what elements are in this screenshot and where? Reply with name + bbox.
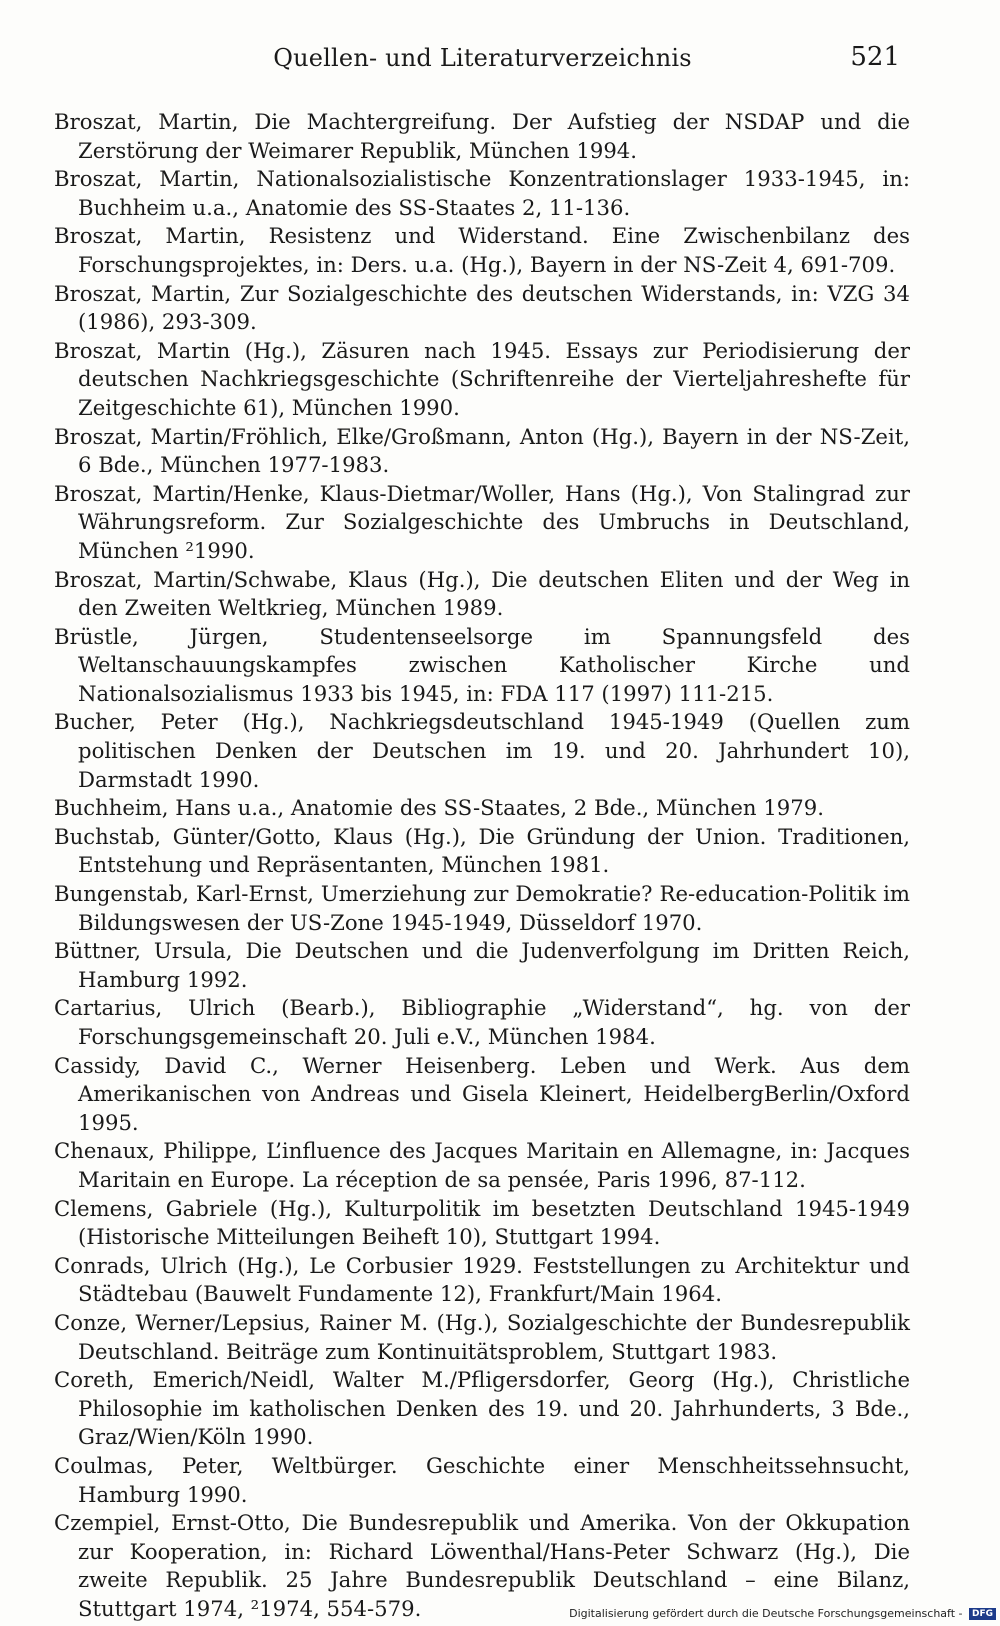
- bibliography-list: [54, 108, 910, 1623]
- bibliography-entry: Broszat, Martin, Zur Sozialgeschichte des deutschen Widerstands, in: VZG 34 (1986), 293-309.: [54, 280, 910, 335]
- bibliography-entry: Coulmas, Peter, Weltbürger. Geschichte einer Menschheitssehnsucht, Hamburg 1990.: [54, 1452, 910, 1507]
- bibliography-entry: Buchstab, Günter/Gotto, Klaus (Hg.), Die Gründung der Union. Traditionen, Entstehung und Repräsentanten, München 1981.: [54, 823, 910, 878]
- bibliography-entry: Brüstle, Jürgen, Studentenseelsorge im Spannungsfeld des Weltanschauungskampfes zwischen Katholischer Kirche und Nationalsozialismus 1933 bis 1945, in: FDA 117 (1997) 111-215.: [54, 623, 910, 706]
- bibliography-entry: Conze, Werner/Lepsius, Rainer M. (Hg.), Sozialgeschichte der Bundesrepublik Deutschland. Beiträge zum Kontinuitätsproblem, Stuttgart 1983.: [54, 1309, 910, 1364]
- bibliography-entry: Broszat, Martin (Hg.), Zäsuren nach 1945. Essays zur Periodisierung der deutschen Nachkriegsgeschichte (Schriftenreihe der Vierteljahreshefte für Zeitgeschichte 61), München 1990.: [54, 337, 910, 420]
- bibliography-entry: Czempiel, Ernst-Otto, Die Bundesrepublik und Amerika. Von der Okkupation zur Kooperation, in: Richard Löwenthal/Hans-Peter Schwarz (Hg.), Die zweite Republik. 25 Jahre Bundesrepublik Deutschland – eine Bilanz, Stuttgart 1974, ²1974, 554-579.: [54, 1510, 910, 1621]
- running-header: [0, 44, 1000, 80]
- section-title: Quellen- und Literaturverzeichnis: [273, 44, 692, 72]
- bibliography-entry: Broszat, Martin/Fröhlich, Elke/Großmann, Anton (Hg.), Bayern in der NS-Zeit, 6 Bde., München 1977-1983.: [54, 423, 910, 478]
- footer-text: Digitalisierung gefördert durch die Deutsche Forschungsgemeinschaft -: [569, 1607, 963, 1620]
- bibliography-entry: Büttner, Ursula, Die Deutschen und die Judenverfolgung im Dritten Reich, Hamburg 1992.: [54, 938, 910, 992]
- page-number: 521: [850, 42, 900, 72]
- bibliography-entry: Cassidy, David C., Werner Heisenberg. Leben und Werk. Aus dem Amerikanischen von Andreas und Gisela Kleinert, HeidelbergBerlin/Oxford 1995.: [54, 1052, 910, 1135]
- bibliography-entry: Broszat, Martin, Resistenz und Widerstand. Eine Zwischenbilanz des Forschungsprojektes, in: Ders. u.a. (Hg.), Bayern in der NS-Zeit 4, 691-709.: [54, 223, 910, 277]
- bibliography-entry: Conrads, Ulrich (Hg.), Le Corbusier 1929. Feststellungen zu Architektur und Städtebau (Bauwelt Fundamente 12), Frankfurt/Main 1964.: [54, 1252, 910, 1307]
- dfg-logo: DFG: [969, 1608, 996, 1620]
- digitization-footer: [569, 1607, 996, 1620]
- bibliography-entry: Bucher, Peter (Hg.), Nachkriegsdeutschland 1945-1949 (Quellen zum politischen Denken der Deutschen im 19. und 20. Jahrhundert 10), Darmstadt 1990.: [54, 709, 910, 792]
- bibliography-entry: Buchheim, Hans u.a., Anatomie des SS-Staates, 2 Bde., München 1979.: [54, 795, 824, 821]
- bibliography-entry: Chenaux, Philippe, L’influence des Jacques Maritain en Allemagne, in: Jacques Maritain en Europe. La réception de sa pensée, Paris 1996, 87-112.: [54, 1138, 910, 1192]
- bibliography-entry: Broszat, Martin, Nationalsozialistische Konzentrationslager 1933-1945, in: Buchheim u.a., Anatomie des SS-Staates 2, 11-136.: [54, 166, 910, 220]
- bibliography-entry: Cartarius, Ulrich (Bearb.), Bibliographie „Widerstand“, hg. von der Forschungsgemeinschaft 20. Juli e.V., München 1984.: [54, 995, 910, 1049]
- bibliography-entry: Broszat, Martin/Henke, Klaus-Dietmar/Woller, Hans (Hg.), Von Stalingrad zur Währungsreform. Zur Sozialgeschichte des Umbruchs in Deutschland, München ²1990.: [54, 480, 910, 563]
- bibliography-entry: Coreth, Emerich/Neidl, Walter M./Pfligersdorfer, Georg (Hg.), Christliche Philosophie im katholischen Denken des 19. und 20. Jahrhunderts, 3 Bde., Graz/Wien/Köln 1990.: [54, 1367, 910, 1450]
- bibliography-entry: Bungenstab, Karl-Ernst, Umerziehung zur Demokratie? Re-education-Politik im Bildungswesen der US-Zone 1945-1949, Düsseldorf 1970.: [54, 881, 910, 935]
- bibliography-entry: Broszat, Martin, Die Machtergreifung. Der Aufstieg der NSDAP und die Zerstörung der Weimarer Republik, München 1994.: [54, 109, 910, 163]
- bibliography-entry: Broszat, Martin/Schwabe, Klaus (Hg.), Die deutschen Eliten und der Weg in den Zweiten Weltkrieg, München 1989.: [54, 566, 910, 621]
- bibliography-entry: Clemens, Gabriele (Hg.), Kulturpolitik im besetzten Deutschland 1945-1949 (Historische Mitteilungen Beiheft 10), Stuttgart 1994.: [54, 1195, 910, 1250]
